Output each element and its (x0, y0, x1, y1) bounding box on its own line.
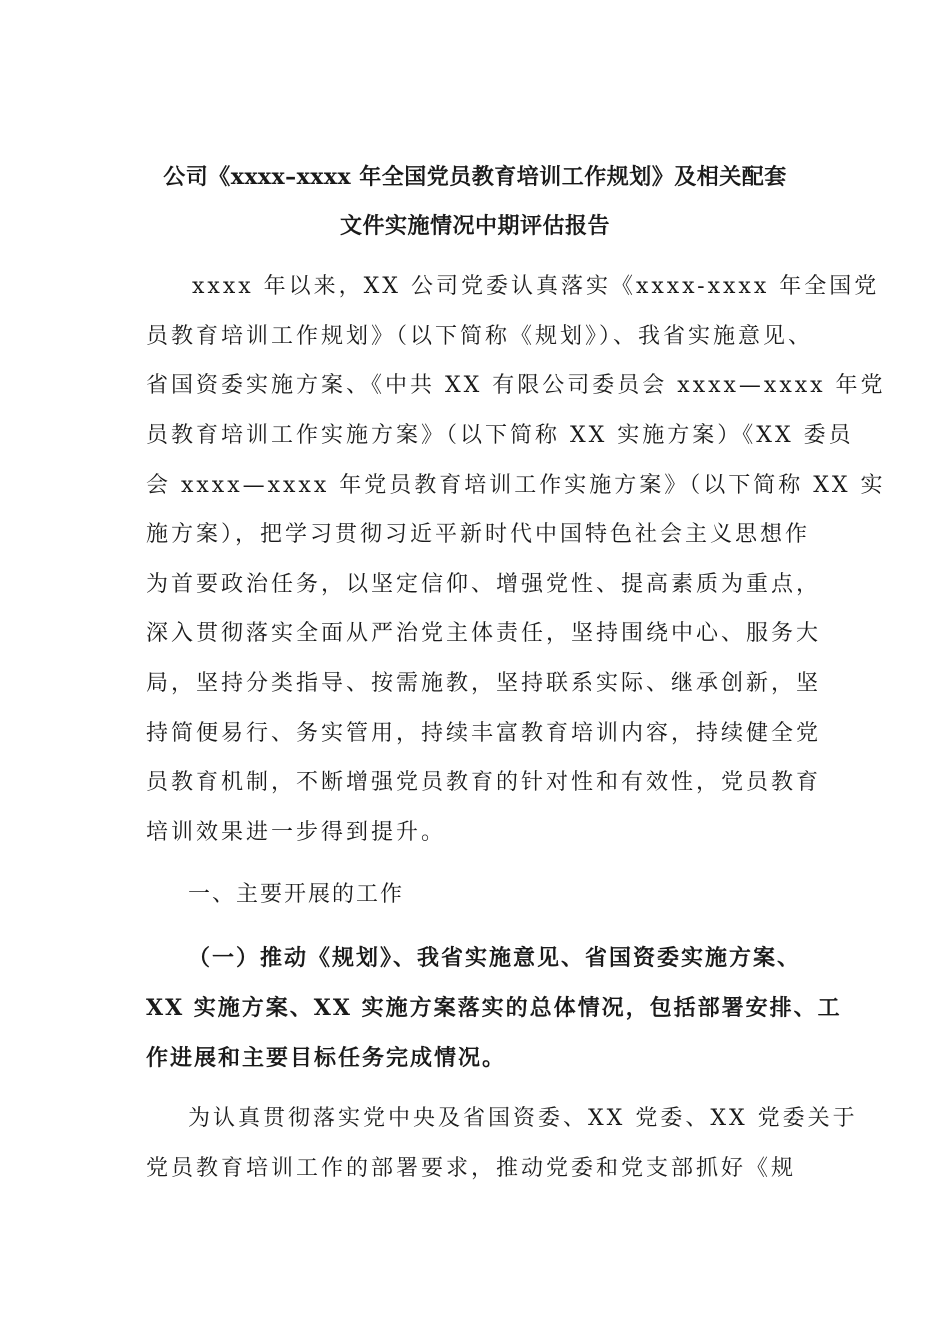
paragraph-line: 持简便易行、务实管用，持续丰富教育培训内容，持续健全党 (146, 721, 822, 746)
subsection-heading-line: （一）推动《规划》、我省实施意见、省国资委实施方案、 (188, 945, 802, 971)
subsection-heading-line: XX 实施方案、XX 实施方案落实的总体情况，包括部署安排、工 (146, 995, 842, 1021)
paragraph-line: xxxx 年以来，XX 公司党委认真落实《xxxx-xxxx 年全国党 (192, 274, 880, 299)
paragraph-line: 局，坚持分类指导、按需施教，坚持联系实际、继承创新，坚 (146, 671, 822, 696)
paragraph-line: 员教育培训工作规划》（以下简称《规划》）、我省实施意见、 (146, 324, 814, 349)
paragraph-line: 培训效果进一步得到提升。 (146, 820, 447, 845)
paragraph-line: 会 xxxx—xxxx 年党员教育培训工作实施方案》（以下简称 XX 实 (146, 473, 886, 498)
paragraph-line: 员教育培训工作实施方案》（以下简称 XX 实施方案）《XX 委员 (146, 423, 854, 448)
document-title-line-2: 文件实施情况中期评估报告 (339, 213, 610, 239)
section-heading: 一、主要开展的工作 (188, 882, 405, 907)
paragraph-line: 为认真贯彻落实党中央及省国资委、XX 党委、XX 党委关于 (188, 1106, 858, 1131)
paragraph-line: 员教育机制，不断增强党员教育的针对性和有效性，党员教育 (146, 770, 822, 795)
paragraph-line: 省国资委实施方案、《中共 XX 有限公司委员会 xxxx—xxxx 年党 (146, 373, 886, 398)
paragraph-line: 深入贯彻落实全面从严治党主体责任，坚持围绕中心、服务大 (146, 621, 822, 646)
paragraph-line: 施方案），把学习贯彻习近平新时代中国特色社会主义思想作 (146, 522, 811, 547)
document-title-line-1: 公司《xxxx–xxxx 年全国党员教育培训工作规划》及相关配套 (163, 164, 787, 190)
subsection-heading-line: 作进展和主要目标任务完成情况。 (146, 1045, 507, 1071)
paragraph-line: 党员教育培训工作的部署要求，推动党委和党支部抓好《规 (146, 1156, 797, 1181)
paragraph-line: 为首要政治任务，以坚定信仰、增强党性、提高素质为重点， (146, 572, 822, 597)
